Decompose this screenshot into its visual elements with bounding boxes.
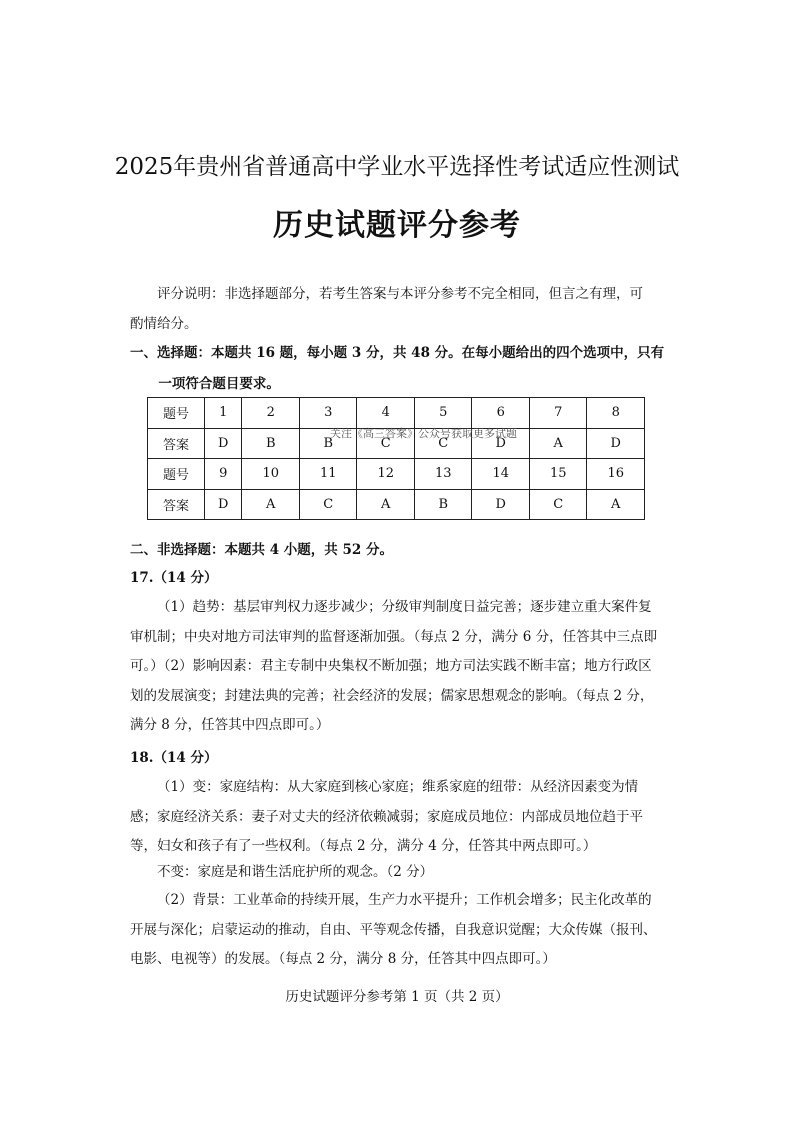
table-cell: 9	[205, 459, 242, 490]
question-18-part1: （1）变：家庭结构：从大家庭到核心家庭；维系家庭的纽带：从经济因素变为情感；家庭经济关系：妻子对丈夫的经济依赖减弱；家庭成员地位：内部成员地位趋于平等，妇女和孩子有了一些权利。（每点 2 分，满分 4 分，任答其中两点即可。）	[130, 779, 643, 854]
document-subtitle: 历史试题评分参考	[273, 208, 521, 243]
table-cell: A	[357, 489, 415, 520]
table-cell: 11	[299, 459, 357, 490]
table-cell: 8	[587, 398, 645, 429]
document-title: 2025年贵州省普通高中学业水平选择性考试适应性测试	[114, 154, 680, 180]
table-cell: 2	[242, 398, 300, 429]
table-row	[148, 489, 645, 520]
table-cell: C	[357, 428, 415, 459]
question-18-heading: 18.（14 分）	[130, 750, 218, 766]
scoring-note	[130, 280, 662, 339]
section-1-heading-line1: 一、选择题：本题共 16 题，每小题 3 分，共 48 分。在每小题给出的四个选项中，只有	[130, 345, 665, 361]
table-cell: 答案	[148, 489, 205, 520]
table-cell: A	[587, 489, 645, 520]
table-cell: 15	[529, 459, 587, 490]
table-cell: A	[242, 489, 300, 520]
table-cell: 题号	[148, 459, 205, 490]
table-cell: 题号	[148, 398, 205, 429]
table-cell: 3	[299, 398, 357, 429]
question-18-unchanged: 不变：家庭是和谐生活庇护所的观念。（2 分）	[157, 864, 434, 880]
scoring-note-line1: 评分说明：非选择题部分，若考生答案与本评分参考不完全相同，但言之有理，可	[157, 286, 643, 302]
page-footer: 历史试题评分参考第 1 页（共 2 页）	[285, 989, 509, 1005]
table-cell: 答案	[148, 428, 205, 459]
question-17-part1: （1）趋势：基层审判权力逐步减少；分级审判制度日益完善；逐步建立重大案件复审机制；中央对地方司法审判的监督逐渐加强。（每点 2 分，满分 6 分，任答其中三点即可。）	[130, 599, 658, 674]
table-cell: 6	[472, 398, 530, 429]
scoring-note-line2: 酌情给分。	[130, 315, 198, 332]
table-cell: D	[205, 428, 242, 459]
table-cell: B	[242, 428, 300, 459]
table-cell: C	[529, 489, 587, 520]
question-17-part2: （2）影响因素：君主专制中央集权不断加强；地方司法实践不断丰富；地方行政区划的发展演变；封建法典的完善；社会经济的发展；儒家思想观念的影响。（每点 2 分，满分 8 分，任答其中四点即可。）	[130, 658, 654, 733]
table-cell: B	[414, 489, 472, 520]
table-row	[148, 459, 645, 490]
answer-table	[147, 397, 645, 520]
section-2-heading: 二、非选择题：本题共 4 小题，共 52 分。	[130, 542, 393, 558]
table-cell: 13	[414, 459, 472, 490]
table-cell: A	[529, 428, 587, 459]
watermark-text: 关注《高三答案》公众号获取更多试题	[330, 427, 517, 440]
table-cell: 16	[587, 459, 645, 490]
table-cell: 10	[242, 459, 300, 490]
question-18-part2: （2）背景：工业革命的持续开展，生产力水平提升；工作机会增多；民主化改革的开展与深化；启蒙运动的推动，自由、平等观念传播，自我意识觉醒；大众传媒（报刊、电影、电视等）的发展。（每点 2 分，满分 8 分，任答其中四点即可。）	[130, 892, 657, 967]
table-cell: 14	[472, 459, 530, 490]
table-cell: D	[472, 489, 530, 520]
question-17-heading: 17.（14 分）	[130, 570, 218, 586]
section-1-heading-line2: 一项符合题目要求。	[158, 376, 280, 392]
table-cell: 1	[205, 398, 242, 429]
table-cell: 7	[529, 398, 587, 429]
table-cell: D	[205, 489, 242, 520]
table-cell: C	[414, 428, 472, 459]
table-cell: 5	[414, 398, 472, 429]
table-cell: B	[299, 428, 357, 459]
table-row	[148, 398, 645, 429]
table-cell: D	[472, 428, 530, 459]
section-1-heading	[130, 338, 670, 400]
table-cell: 12	[357, 459, 415, 490]
table-cell: D	[587, 428, 645, 459]
table-cell: C	[299, 489, 357, 520]
table-cell: 4	[357, 398, 415, 429]
